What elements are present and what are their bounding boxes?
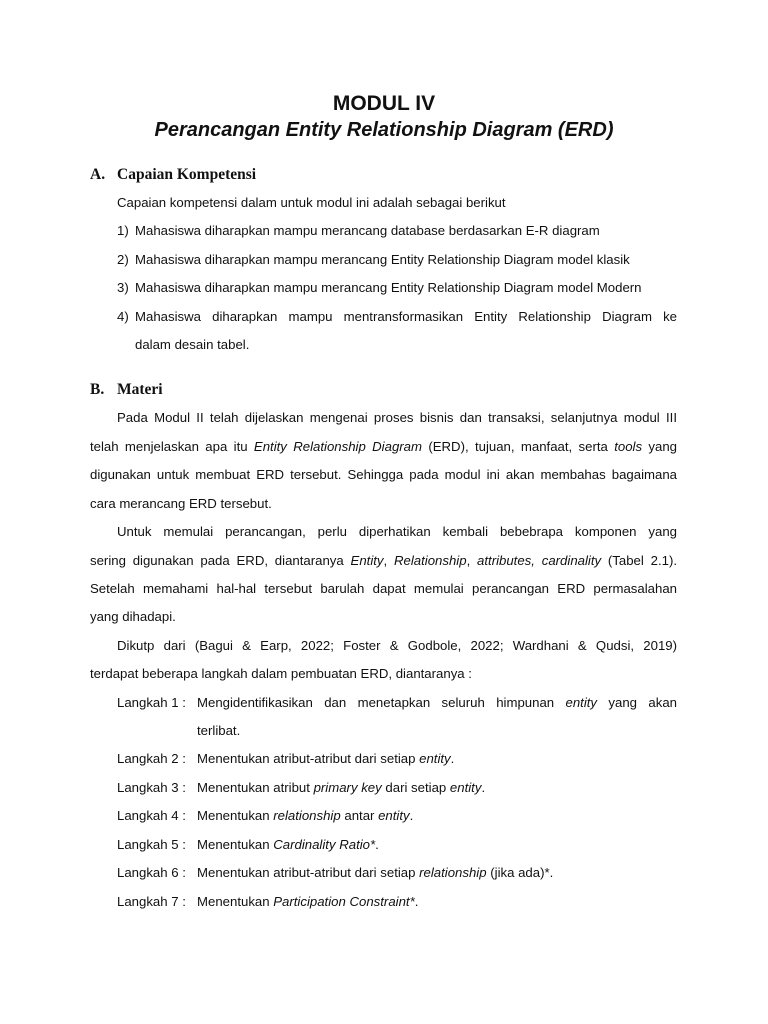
paragraph-line: digunakan untuk membuat ERD tersebut. Sehingga pada modul ini akan membahas bagaimana — [90, 467, 677, 482]
paragraph-line: terdapat beberapa langkah dalam pembuatan ERD, diantaranya : — [90, 666, 472, 681]
step-label: Langkah 5 : — [117, 837, 186, 852]
step-text: Menentukan relationship antar entity. — [197, 808, 414, 823]
module-subtitle: Perancangan Entity Relationship Diagram (ERD) — [154, 119, 614, 141]
section-a-intro: Capaian kompetensi dalam untuk modul ini adalah sebagai berikut — [117, 195, 506, 210]
list-number: 4) — [117, 309, 129, 324]
step-label: Langkah 7 : — [117, 894, 186, 909]
section-a-title: Capaian Kompetensi — [117, 166, 257, 183]
step-label: Langkah 4 : — [117, 808, 186, 823]
list-item-text: Mahasiswa diharapkan mampu merancang database berdasarkan E-R diagram — [135, 223, 600, 238]
step-text: Menentukan atribut-atribut dari setiap relationship (jika ada)*. — [197, 865, 554, 880]
paragraph-line: Dikutp dari (Bagui & Earp, 2022; Foster & Godbole, 2022; Wardhani & Qudsi, 2019) — [117, 638, 677, 653]
paragraph-line: Pada Modul II telah dijelaskan mengenai proses bisnis dan transaksi, selanjutnya modul III — [117, 410, 677, 425]
step-label: Langkah 3 : — [117, 780, 186, 795]
section-a-letter: A. — [90, 166, 106, 183]
list-item-text: Mahasiswa diharapkan mampu merancang Entity Relationship Diagram model Modern — [135, 280, 642, 295]
step-text: Menentukan atribut primary key dari setiap entity. — [197, 780, 486, 795]
paragraph-line: Untuk memulai perancangan, perlu diperhatikan kembali bebebrapa komponen yang — [117, 524, 677, 539]
section-b-letter: B. — [90, 381, 105, 398]
paragraph-line: telah menjelaskan apa itu Entity Relationship Diagram (ERD), tujuan, manfaat, serta tools yang — [90, 439, 677, 454]
step-label: Langkah 2 : — [117, 751, 186, 766]
step-text-continued: terlibat. — [197, 723, 241, 738]
step-label: Langkah 1 : — [117, 695, 186, 710]
step-text: Mengidentifikasikan dan menetapkan seluruh himpunan entity yang akan — [197, 695, 677, 710]
list-item-text-line2: dalam desain tabel. — [135, 337, 250, 352]
step-text: Menentukan Participation Constraint*. — [197, 894, 419, 909]
list-number: 3) — [117, 280, 129, 295]
list-number: 2) — [117, 252, 129, 267]
paragraph-line: yang dihadapi. — [90, 609, 176, 624]
step-label: Langkah 6 : — [117, 865, 186, 880]
paragraph-line: Setelah memahami hal-hal tersebut barulah dapat memulai perancangan ERD permasalahan — [90, 581, 677, 596]
section-a-heading — [90, 165, 256, 185]
step-text: Menentukan Cardinality Ratio*. — [197, 837, 379, 852]
paragraph-line: sering digunakan pada ERD, diantaranya Entity, Relationship, attributes, cardinality (Tabel 2.1). — [90, 553, 678, 568]
list-item-text-line1: Mahasiswa diharapkan mampu mentransformasikan Entity Relationship Diagram ke — [135, 309, 677, 324]
section-b-heading — [90, 380, 163, 400]
list-number: 1) — [117, 223, 129, 238]
list-item-text: Mahasiswa diharapkan mampu merancang Entity Relationship Diagram model klasik — [135, 252, 630, 267]
step-text: Menentukan atribut-atribut dari setiap entity. — [197, 751, 455, 766]
module-title: MODUL IV — [332, 92, 436, 115]
paragraph-line: cara merancang ERD tersebut. — [90, 496, 272, 511]
section-b-title: Materi — [117, 381, 163, 398]
